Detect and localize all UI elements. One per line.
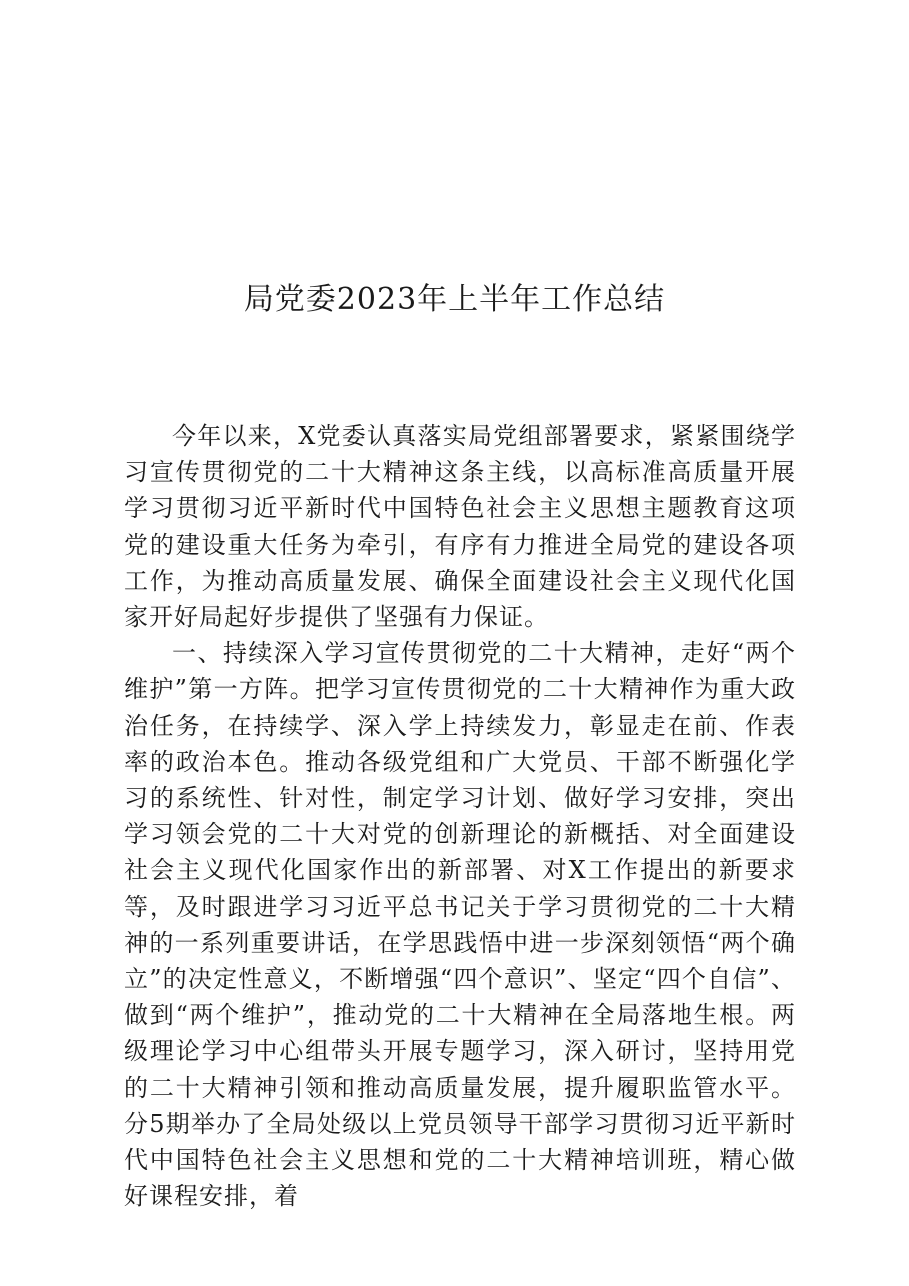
- paragraph-intro: 今年以来，X党委认真落实局党组部署要求，紧紧围绕学习宣传贯彻党的二十大精神这条主线，以高标准高质量开展学习贯彻习近平新时代中国特色社会主义思想主题教育这项党的建设重大任务为牵引，有序有力推进全局党的建设各项工作，为推动高质量发展、确保全面建设社会主义现代化国家开好局起好步提供了坚强有力保证。: [124, 422, 796, 632]
- document-body: [124, 418, 796, 1214]
- document-title: 局党委2023年上半年工作总结: [243, 282, 666, 317]
- paragraph-section-one: 一、持续深入学习宣传贯彻党的二十大精神，走好“两个维护”第一方阵。把学习宣传贯彻党的二十大精神作为重大政治任务，在持续学、深入学上持续发力，彰显走在前、作表率的政治本色。推动各级党组和广大党员、干部不断强化学习的系统性、针对性，制定学习计划、做好学习安排，突出学习领会党的二十大对党的创新理论的新概括、对全面建设社会主义现代化国家作出的新部署、对X工作提出的新要求等，及时跟进学习习近平总书记关于学习贯彻党的二十大精神的一系列重要讲话，在学思践悟中进一步深刻领悟“两个确立”的决定性意义，不断增强“四个意识”、坚定“四个自信”、做到“两个维护”，推动党的二十大精神在全局落地生根。两级理论学习中心组带头开展专题学习，深入研讨，坚持用党的二十大精神引领和推动高质量发展，提升履职监管水平。分5期举办了全局处级以上党员领导干部学习贯彻习近平新时代中国特色社会主义思想和党的二十大精神培训班，精心做好课程安排，着: [124, 639, 796, 1211]
